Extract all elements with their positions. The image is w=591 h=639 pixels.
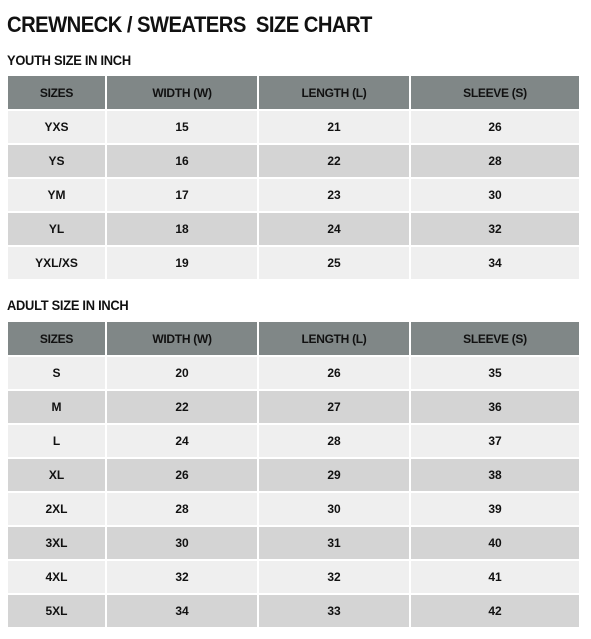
sleeve-cell: 34 <box>411 245 579 279</box>
table-row <box>8 593 579 627</box>
table-row <box>8 211 579 245</box>
table-row <box>8 355 579 389</box>
column-header-sizes: SIZES <box>8 322 107 355</box>
sleeve-cell: 40 <box>411 525 579 559</box>
size-cell: S <box>8 355 107 389</box>
column-header-sizes: SIZES <box>8 76 107 109</box>
table-row <box>8 423 579 457</box>
table-row <box>8 457 579 491</box>
adult-table-body <box>8 355 579 627</box>
sleeve-cell: 35 <box>411 355 579 389</box>
sleeve-cell: 41 <box>411 559 579 593</box>
sleeve-cell: 32 <box>411 211 579 245</box>
width-cell: 19 <box>107 245 259 279</box>
size-cell: YS <box>8 143 107 177</box>
youth-table-body <box>8 109 579 279</box>
table-row <box>8 177 579 211</box>
size-cell: YXL/XS <box>8 245 107 279</box>
length-cell: 29 <box>259 457 411 491</box>
sleeve-cell: 37 <box>411 423 579 457</box>
sleeve-cell: 28 <box>411 143 579 177</box>
size-cell: M <box>8 389 107 423</box>
table-row <box>8 491 579 525</box>
width-cell: 28 <box>107 491 259 525</box>
sleeve-cell: 36 <box>411 389 579 423</box>
youth-size-table <box>8 76 579 279</box>
length-cell: 22 <box>259 143 411 177</box>
size-cell: YXS <box>8 109 107 143</box>
table-row <box>8 109 579 143</box>
width-cell: 17 <box>107 177 259 211</box>
table-row <box>8 559 579 593</box>
adult-section-title: ADULT SIZE IN INCH <box>7 297 129 313</box>
adult-size-table <box>8 322 579 627</box>
adult-header-row <box>8 322 579 355</box>
column-header-width: WIDTH (W) <box>107 322 259 355</box>
sleeve-cell: 30 <box>411 177 579 211</box>
size-cell: L <box>8 423 107 457</box>
width-cell: 30 <box>107 525 259 559</box>
column-header-sleeve: SLEEVE (S) <box>411 322 579 355</box>
length-cell: 27 <box>259 389 411 423</box>
width-cell: 20 <box>107 355 259 389</box>
sleeve-cell: 26 <box>411 109 579 143</box>
length-cell: 30 <box>259 491 411 525</box>
size-cell: 2XL <box>8 491 107 525</box>
youth-section-title: YOUTH SIZE IN INCH <box>7 52 131 68</box>
sleeve-cell: 38 <box>411 457 579 491</box>
size-cell: 4XL <box>8 559 107 593</box>
size-cell: 5XL <box>8 593 107 627</box>
width-cell: 18 <box>107 211 259 245</box>
table-row <box>8 525 579 559</box>
size-cell: 3XL <box>8 525 107 559</box>
column-header-length: LENGTH (L) <box>259 322 411 355</box>
width-cell: 32 <box>107 559 259 593</box>
width-cell: 16 <box>107 143 259 177</box>
column-header-sleeve: SLEEVE (S) <box>411 76 579 109</box>
page-title: CREWNECK / SWEATERS SIZE CHART <box>7 12 372 37</box>
youth-header-row <box>8 76 579 109</box>
table-row <box>8 389 579 423</box>
width-cell: 26 <box>107 457 259 491</box>
width-cell: 22 <box>107 389 259 423</box>
size-cell: XL <box>8 457 107 491</box>
width-cell: 15 <box>107 109 259 143</box>
length-cell: 33 <box>259 593 411 627</box>
length-cell: 31 <box>259 525 411 559</box>
length-cell: 23 <box>259 177 411 211</box>
column-header-width: WIDTH (W) <box>107 76 259 109</box>
column-header-length: LENGTH (L) <box>259 76 411 109</box>
length-cell: 21 <box>259 109 411 143</box>
sleeve-cell: 42 <box>411 593 579 627</box>
size-cell: YM <box>8 177 107 211</box>
table-row <box>8 143 579 177</box>
width-cell: 24 <box>107 423 259 457</box>
table-row <box>8 245 579 279</box>
size-cell: YL <box>8 211 107 245</box>
width-cell: 34 <box>107 593 259 627</box>
length-cell: 32 <box>259 559 411 593</box>
length-cell: 28 <box>259 423 411 457</box>
length-cell: 24 <box>259 211 411 245</box>
sleeve-cell: 39 <box>411 491 579 525</box>
length-cell: 26 <box>259 355 411 389</box>
length-cell: 25 <box>259 245 411 279</box>
